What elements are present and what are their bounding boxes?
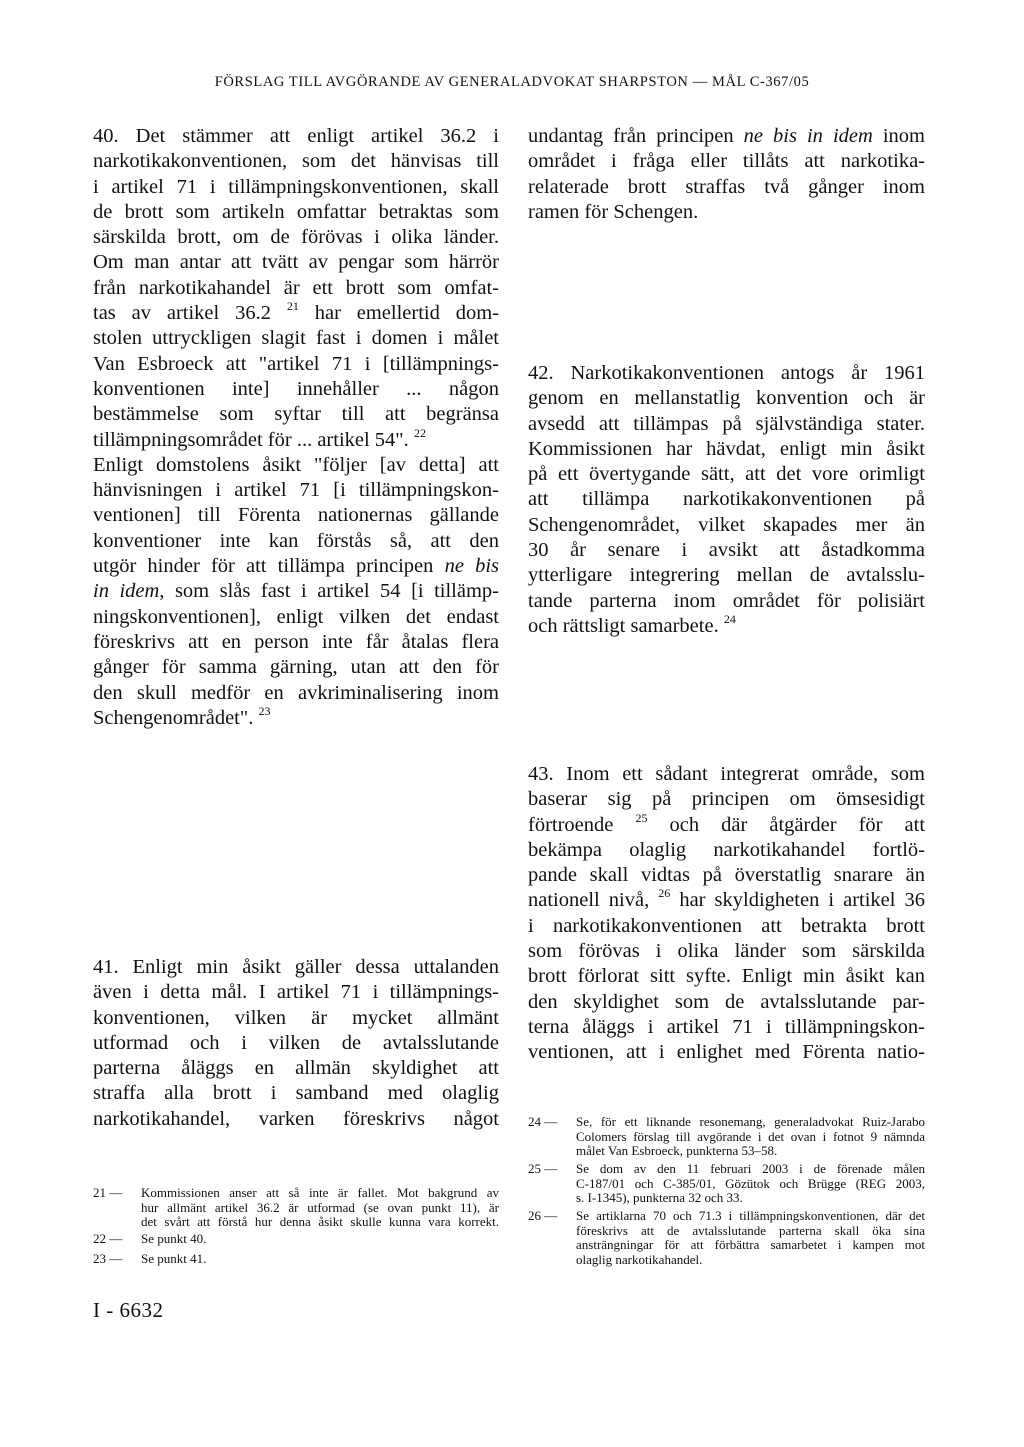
footnote-number: 26 — <box>528 1208 558 1223</box>
text-line: ningskonventionen], enligt vilken det endast <box>93 605 499 628</box>
text-line <box>93 554 499 579</box>
text-line-with-footnote <box>93 703 499 731</box>
footnote-line: C-187/01 och C-385/01, Gözütok och Brügge (REG 2003, <box>576 1175 925 1191</box>
text-line: konventionen, vilken är mycket allmänt <box>93 1006 499 1029</box>
italic-term: in idem <box>93 580 160 603</box>
text-fragment: har emellertid dom- <box>314 302 500 325</box>
text-line <box>93 579 499 604</box>
text-fragment: och rättsligt samarbete. <box>528 614 719 637</box>
text-line: baserar sig på principen om ömsesidigt <box>528 788 925 811</box>
footnote-line: Se punkt 41. <box>141 1251 207 1266</box>
text-line: straffa alla brott i samband med olaglig <box>93 1082 499 1105</box>
footnote-number: 25 — <box>528 1161 558 1176</box>
text-line: ytterligare integrering mellan de avtalsslu- <box>528 564 925 587</box>
text-line: på ett övertygande sätt, att det vore orimligt <box>528 463 925 486</box>
text-fragment: tillämpningsområdet för ... artikel 54". <box>93 428 409 451</box>
text-fragment: tas av artikel 36.2 <box>93 302 271 325</box>
footnote-line: Colomers förslag till avgörande i det ovan i fotnot 9 nämnda <box>576 1128 925 1144</box>
footnote-21 <box>93 1186 499 1230</box>
text-line: 40. Det stämmer att enligt artikel 36.2 i <box>93 125 499 147</box>
text-line: genom en mellanstatlig konvention och är <box>528 387 925 410</box>
text-line: utformad och i vilken de avtalsslutande <box>93 1031 499 1054</box>
paragraph-40-continuation <box>528 124 925 225</box>
text-line: 30 år senare i avsikt att åstadkomma <box>528 539 925 562</box>
text-line: området i fråga eller tillåts att narkotika- <box>528 150 925 173</box>
footnote-25 <box>528 1162 925 1206</box>
footnote-number: 23 — <box>93 1251 123 1266</box>
text-line: 41. Enligt min åsikt gäller dessa uttalanden <box>93 956 499 978</box>
footnote-line: olaglig narkotikahandel. <box>576 1251 703 1267</box>
text-fragment: förtroende <box>528 813 614 836</box>
footnote-24 <box>528 1115 925 1159</box>
text-line: Kommissionen har hävdat, enligt min åsikt <box>528 437 925 460</box>
text-line: ventionen] till Förenta nationernas gällande <box>93 504 499 527</box>
footnote-number: 21 — <box>93 1185 123 1200</box>
text-line: parterna åläggs en allmän skyldighet att <box>93 1057 499 1080</box>
text-fragment: undantag från principen <box>528 125 734 147</box>
text-line: den skyldighet som de avtalsslutande par- <box>528 990 925 1013</box>
footnote-ref-23[interactable]: 23 <box>258 703 271 718</box>
footnote-line: Se dom av den 11 februari 2003 i de förenade målen <box>576 1161 925 1176</box>
text-line: narkotikahandel, varken föreskrivs något <box>93 1107 499 1130</box>
footnote-ref-25[interactable]: 25 <box>635 810 648 825</box>
footnote-ref-26[interactable]: 26 <box>658 886 671 901</box>
text-line: bestämmelse som syftar till att begränsa <box>93 403 499 426</box>
text-fragment: Schengenområdet". <box>93 706 254 729</box>
text-line: 42. Narkotikakonventionen antogs år 1961 <box>528 362 925 384</box>
text-line <box>528 124 925 149</box>
text-fragment: har skyldigheten i artikel 36 <box>679 889 926 912</box>
text-line: avsedd att tillämpas på självständiga stater. <box>528 412 925 435</box>
text-line: relaterade brott straffas två gånger inom <box>528 175 925 198</box>
text-line: terna åläggs i artikel 71 i tillämpningskon- <box>528 1015 925 1038</box>
text-line: ramen för Schengen. <box>528 200 699 223</box>
text-line: konventionen inte] innehåller ... någon <box>93 377 499 400</box>
paragraph-42 <box>528 361 925 639</box>
text-line: tande parterna inom området för polisiärt <box>528 589 925 612</box>
text-line: Om man antar att tvätt av pengar som härrör <box>93 251 499 274</box>
text-line: gånger för samma gärning, utan att den för <box>93 656 499 679</box>
paragraph-40 <box>93 124 499 731</box>
text-line: bekämpa olaglig narkotikahandel fortlö- <box>528 838 925 861</box>
text-line: Van Esbroeck att "artikel 71 i [tillämpnings- <box>93 352 499 375</box>
paragraph-41 <box>93 955 499 1132</box>
text-line: den skull medför en avkriminalisering inom <box>93 681 499 704</box>
text-line-with-footnote <box>528 810 926 838</box>
text-line-with-footnote <box>93 301 499 326</box>
footnote-line: ansträngningar för att förbättra samarbetet i kampen mot <box>576 1237 925 1252</box>
text-line: 43. Inom ett sådant integrerat område, som <box>528 763 925 785</box>
italic-term: ne bis <box>444 555 499 578</box>
text-line-with-footnote <box>528 888 925 913</box>
footnote-number: 24 — <box>528 1114 558 1129</box>
text-line: stolen uttryckligen slagit fast i domen i målet <box>93 327 499 350</box>
footnote-ref-22[interactable]: 22 <box>413 425 426 440</box>
text-line: ventionen, att i enlighet med Förenta natio- <box>528 1041 925 1064</box>
text-line-with-footnote <box>528 611 925 639</box>
text-line: föreskrivs att en person inte får åtalas flera <box>93 630 499 653</box>
text-fragment: och där åtgärder för att <box>669 813 926 836</box>
text-line: narkotikakonventionen, som det hänvisas till <box>93 150 499 173</box>
text-fragment: inom <box>882 125 925 147</box>
footnote-22 <box>93 1232 499 1247</box>
footnote-line: s. I-1345), punkterna 32 och 33. <box>576 1190 743 1205</box>
text-line: hänvisningen i artikel 71 [i tillämpningskon- <box>93 479 499 502</box>
text-line-with-footnote <box>93 425 499 453</box>
text-line: Schengenområdet, vilket skapades mer än <box>528 513 925 536</box>
text-line: från narkotikahandel är ett brott som omfat- <box>93 276 499 299</box>
text-line: brott förlorat sitt syfte. Enligt min åsikt kan <box>528 965 925 988</box>
text-line: som förövas i olika länder som särskilda <box>528 940 925 963</box>
footnote-line: Se artiklarna 70 och 71.3 i tillämpningskonventionen, där det <box>576 1208 925 1223</box>
footnote-line: Se, för ett liknande resonemang, generaladvokat Ruiz-Jarabo <box>576 1114 925 1129</box>
text-line: i artikel 71 i tillämpningskonventionen, skall <box>93 175 499 198</box>
footnote-number: 22 — <box>93 1231 123 1246</box>
footnote-line: Kommissionen anser att så inte är fallet. Mot bakgrund av <box>141 1185 499 1200</box>
text-fragment: utgör hinder för att tillämpa principen <box>93 555 434 578</box>
text-line: i narkotikakonventionen att betrakta brott <box>528 914 925 937</box>
footnote-line: Se punkt 40. <box>141 1231 207 1246</box>
italic-term: ne bis in idem <box>743 125 873 147</box>
footnote-23 <box>93 1252 499 1267</box>
text-line: de brott som artikeln omfattar betraktas som <box>93 200 499 223</box>
footnote-line: det svårt att förstå hur denna åsikt skulle kunna vara korrekt. <box>141 1214 499 1229</box>
footnote-26 <box>528 1209 925 1267</box>
footnote-ref-21[interactable]: 21 <box>286 299 299 314</box>
paragraph-43 <box>528 762 925 1066</box>
running-header: FÖRSLAG TILL AVGÖRANDE AV GENERALADVOKAT SHARPSTON — MÅL C-367/05 <box>214 74 810 90</box>
footnote-line: målet Van Esbroeck, punkterna 53–58. <box>576 1143 778 1158</box>
text-line: pande skall vidtas på överstatlig snarare än <box>528 864 925 887</box>
text-line: Enligt domstolens åsikt "följer [av detta] att <box>93 453 499 476</box>
text-line: särskilda brott, om de förövas i olika länder. <box>93 226 499 249</box>
footnote-ref-24[interactable]: 24 <box>723 611 736 626</box>
text-line: att tillämpa narkotikakonventionen på <box>528 488 925 511</box>
text-fragment: nationell nivå, <box>528 889 650 912</box>
footnote-line: föreskrivs att de avtalsslutande parterna skall öka sina <box>576 1222 925 1238</box>
text-fragment: , som slås fast i artikel 54 [i tillämp- <box>159 580 499 603</box>
text-line: konventioner inte kan förstås så, att den <box>93 529 499 552</box>
page-number: I - 6632 <box>93 1298 164 1322</box>
footnote-line: hur allmänt artikel 36.2 är utformad (se ovan punkt 11), är <box>141 1199 499 1215</box>
text-line: även i detta mål. I artikel 71 i tillämpnings- <box>93 981 499 1004</box>
